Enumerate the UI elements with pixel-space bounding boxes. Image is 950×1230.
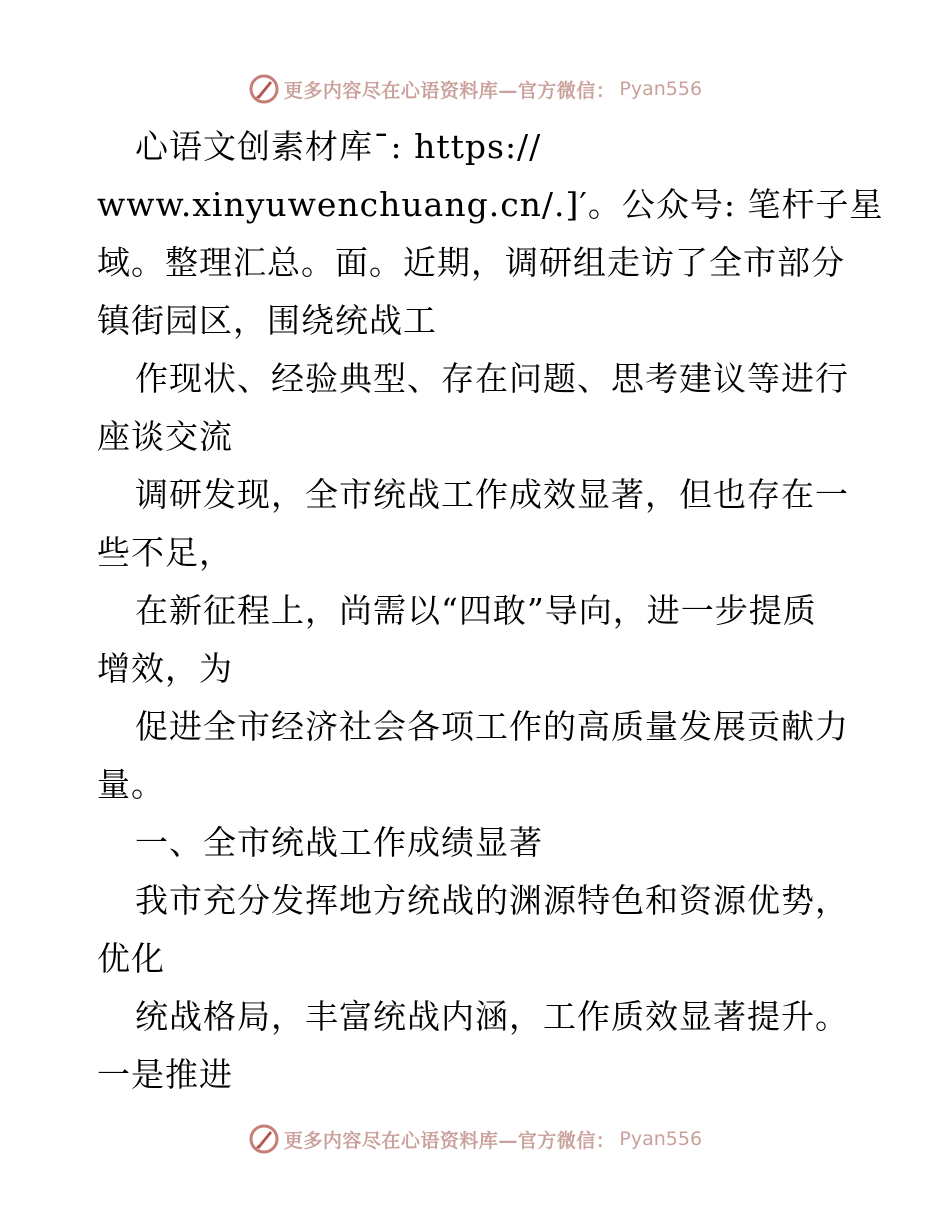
text-line: 统战格局，丰富统战内涵，工作质效显著提升。 [135,997,849,1036]
text-line: 量。 [97,765,165,804]
text-line: 增效，为 [97,649,233,688]
text-line: 优化 [97,939,165,978]
text-line: www.xinyuwenchuang.cn/.]′。公众号: 笔杆子星 [97,185,884,224]
text-line: 促进全市经济社会各项工作的高质量发展贡献力 [135,707,849,746]
text-line: 作现状、经验典型、存在问题、思考建议等进行 [135,359,849,398]
text-line: 镇街园区，围绕统战工 [97,301,437,340]
text-line: 域。整理汇总。面。近期，调研组走访了全市部分 [97,243,845,282]
banner-text: 更多内容尽在心语资料库—官方微信： [283,1129,616,1152]
header-watermark-banner [0,72,950,106]
text-line: 些不足， [97,533,233,572]
text-line: 一是推进 [97,1055,233,1094]
text-line: 在新征程上，尚需以“四敢”导向，进一步提质 [135,591,817,630]
banner-wechat-id: Pyan556 [619,1128,703,1150]
section-heading: 一、全市统战工作成绩显著 [135,823,543,862]
quill-logo-icon [248,73,280,105]
banner-wechat-id: Pyan556 [619,78,703,100]
text-line: 座谈交流 [97,417,233,456]
banner-text: 更多内容尽在心语资料库—官方微信： [283,79,616,102]
text-line: 调研发现，全市统战工作成效显著，但也存在一 [135,475,849,514]
text-line: 我市充分发挥地方统战的渊源特色和资源优势， [135,881,849,920]
document-body [97,118,884,1104]
text-line: 心语文创素材库¯: https:// [135,127,542,166]
footer-watermark-banner [0,1122,950,1156]
quill-logo-icon [248,1123,280,1155]
